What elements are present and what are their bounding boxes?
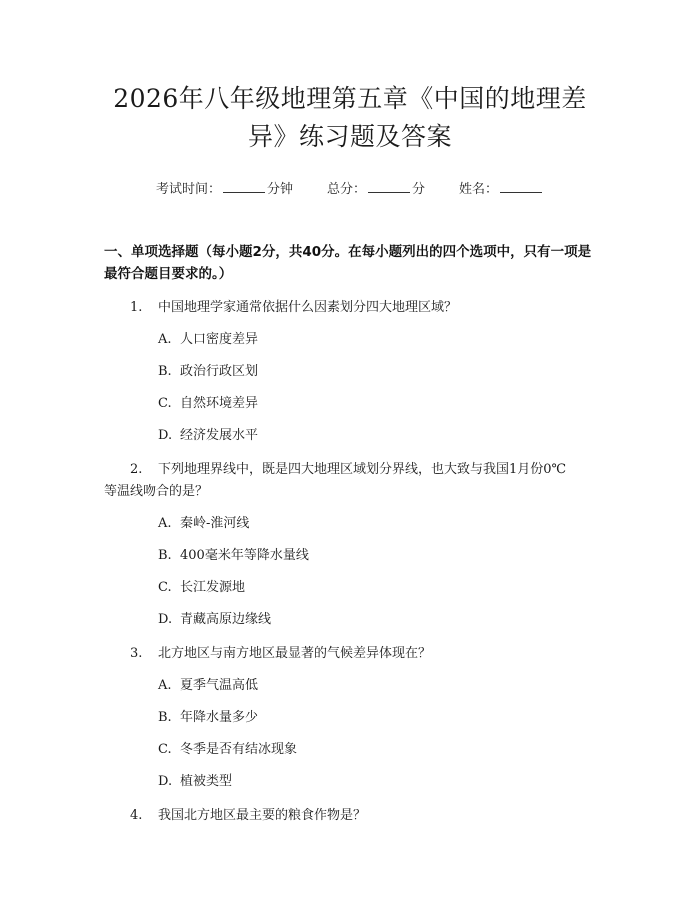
question-number: 1. <box>130 300 143 315</box>
name-blank <box>500 180 542 193</box>
time-label: 考试时间： <box>155 182 221 197</box>
option-b[interactable] <box>104 707 596 729</box>
option-letter: B. <box>158 710 172 725</box>
option-letter: C. <box>158 742 172 757</box>
total-score <box>327 178 425 197</box>
option-letter: D. <box>158 428 173 443</box>
option-text: 人口密度差异 <box>180 332 259 347</box>
question-text-line-2: 等温线吻合的是？ <box>104 484 209 499</box>
option-text: 政治行政区划 <box>180 364 259 379</box>
name-label: 姓名： <box>459 182 499 197</box>
question-number: 3. <box>130 646 143 661</box>
option-letter: A. <box>158 678 172 693</box>
option-a[interactable] <box>104 675 596 697</box>
option-c[interactable] <box>104 393 596 415</box>
option-c[interactable] <box>104 577 596 599</box>
option-a[interactable] <box>104 329 596 351</box>
section-heading: 一、单项选择题（每小题2分，共40分。在每小题列出的四个选项中，只有一项是最符合题目要求的。） <box>104 244 592 282</box>
score-blank <box>368 180 410 193</box>
question-number: 2. <box>130 462 143 477</box>
student-name <box>459 178 544 197</box>
exam-meta <box>104 178 596 197</box>
option-text: 冬季是否有结冰现象 <box>180 742 298 757</box>
option-d[interactable] <box>104 425 596 447</box>
option-d[interactable] <box>104 609 596 631</box>
option-text: 经济发展水平 <box>180 428 259 443</box>
question-text: 北方地区与南方地区最显著的气候差异体现在？ <box>158 646 432 661</box>
option-text: 自然环境差异 <box>180 396 259 411</box>
question-number: 4. <box>130 808 143 823</box>
question-1 <box>104 297 596 447</box>
time-unit: 分钟 <box>266 182 293 197</box>
question-text-line-1: 下列地理界线中，既是四大地理区域划分界线，也大致与我国1月份0℃ <box>158 462 567 477</box>
option-text: 植被类型 <box>180 774 233 789</box>
option-c[interactable] <box>104 739 596 761</box>
option-list <box>104 513 596 631</box>
question-text: 中国地理学家通常依据什么因素划分四大地理区域？ <box>158 300 458 315</box>
time-blank <box>223 180 265 193</box>
option-d[interactable] <box>104 771 596 793</box>
option-text: 青藏高原边缘线 <box>180 612 272 627</box>
option-text: 长江发源地 <box>180 580 246 595</box>
score-unit: 分 <box>412 182 426 197</box>
option-letter: D. <box>158 774 173 789</box>
title-line-2: 异》练习题及答案 <box>247 122 452 151</box>
option-letter: C. <box>158 396 172 411</box>
option-b[interactable] <box>104 361 596 383</box>
option-b[interactable] <box>104 545 596 567</box>
question-text: 我国北方地区最主要的粮食作物是？ <box>158 808 367 823</box>
option-text: 夏季气温高低 <box>180 678 259 693</box>
option-letter: B. <box>158 364 172 379</box>
option-text: 秦岭-淮河线 <box>180 516 250 531</box>
score-label: 总分： <box>326 182 366 197</box>
exam-time <box>156 178 293 197</box>
option-list <box>104 329 596 447</box>
option-letter: B. <box>158 548 172 563</box>
question-3 <box>104 643 596 793</box>
option-letter: A. <box>158 516 172 531</box>
option-letter: A. <box>158 332 172 347</box>
title-line-1: 2026年八年级地理第五章《中国的地理差 <box>113 84 587 113</box>
option-text: 年降水量多少 <box>180 710 259 725</box>
option-letter: C. <box>158 580 172 595</box>
option-letter: D. <box>158 612 173 627</box>
option-a[interactable] <box>104 513 596 535</box>
option-text: 400毫米年等降水量线 <box>180 548 309 563</box>
question-2 <box>104 459 596 631</box>
question-4 <box>104 805 596 827</box>
page-title <box>104 0 596 156</box>
option-list <box>104 675 596 793</box>
